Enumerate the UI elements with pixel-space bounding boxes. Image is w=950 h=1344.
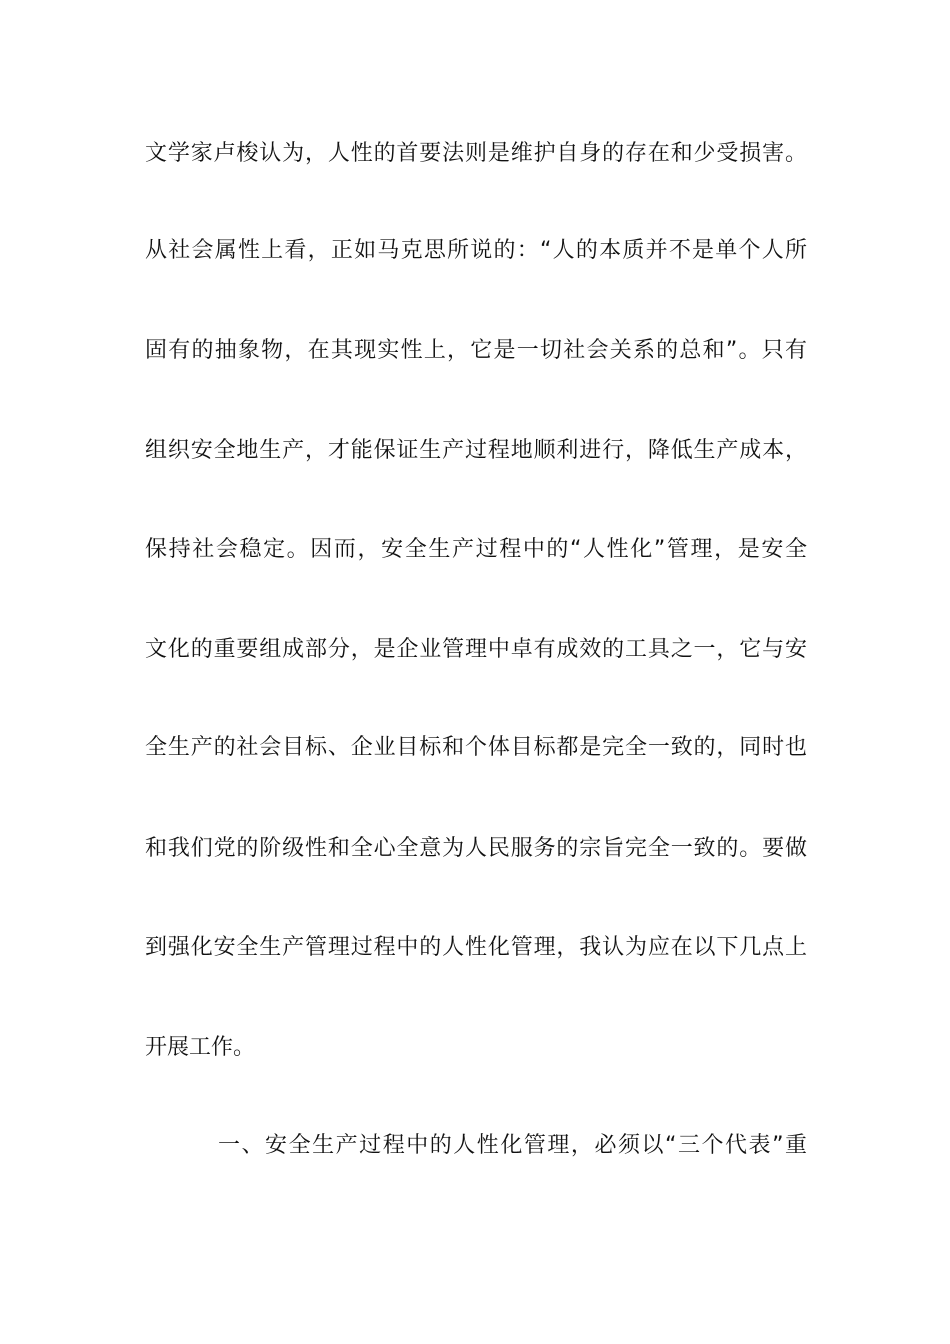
paragraph-line: 全生产的社会目标、企业目标和个体目标都是完全一致的，同时也 xyxy=(145,735,807,760)
paragraph-line: 到强化安全生产管理过程中的人性化管理，我认为应在以下几点上 xyxy=(145,935,807,960)
paragraph-line: 和我们党的阶级性和全心全意为人民服务的宗旨完全一致的。要做 xyxy=(145,836,807,861)
paragraph-line: 固有的抽象物，在其现实性上，它是一切社会关系的总和”。只有 xyxy=(145,338,807,363)
paragraph-line: 组织安全地生产，才能保证生产过程地顺利进行，降低生产成本， xyxy=(145,438,807,463)
paragraph-line: 从社会属性上看，正如马克思所说的：“人的本质并不是单个人所 xyxy=(145,238,807,263)
section-heading-line: 一、安全生产过程中的人性化管理，必须以“三个代表”重 xyxy=(218,1133,807,1158)
paragraph-line: 文学家卢梭认为，人性的首要法则是维护自身的存在和少受损害。 xyxy=(145,141,807,166)
paragraph-line: 开展工作。 xyxy=(145,1035,256,1060)
paragraph-line: 文化的重要组成部分，是企业管理中卓有成效的工具之一，它与安 xyxy=(145,637,807,662)
paragraph-line: 保持社会稳定。因而，安全生产过程中的“人性化”管理，是安全 xyxy=(145,537,807,562)
